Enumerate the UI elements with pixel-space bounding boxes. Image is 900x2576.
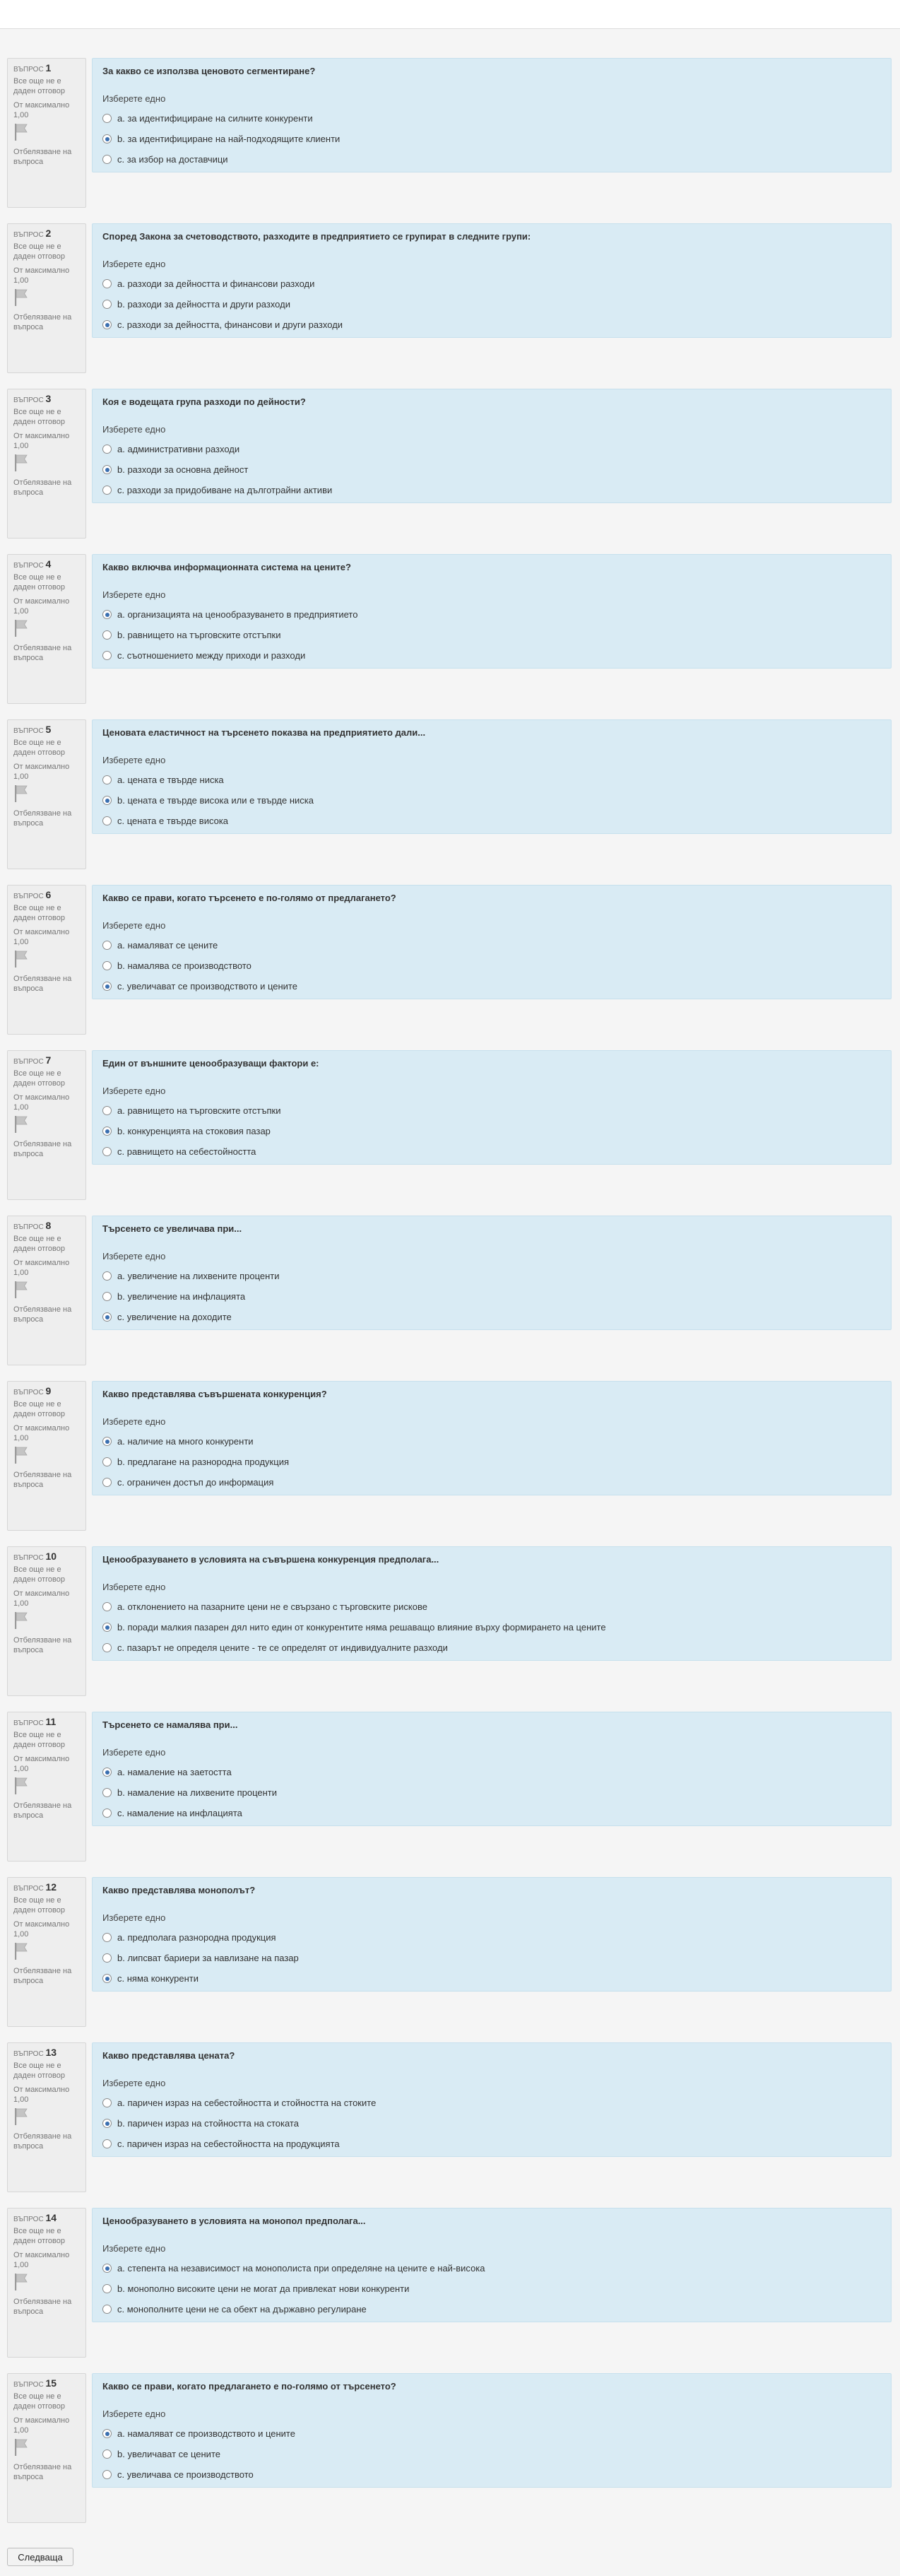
select-one-prompt: Изберете едно (102, 1086, 166, 1096)
question-content (92, 2042, 892, 2157)
question-state: Все още не е даден отговор (13, 1896, 65, 1915)
radio-button[interactable] (102, 1147, 112, 1156)
answer-label: b. увеличават се цените (117, 2449, 220, 2459)
flag-question-link[interactable]: Отбелязване на въпроса (13, 1471, 72, 1489)
answer-option[interactable] (102, 294, 881, 314)
question-state: Все още не е даден отговор (13, 1565, 65, 1584)
question-text: Какво представлява цената? (102, 2050, 235, 2061)
radio-button[interactable] (102, 610, 112, 619)
flag-question-link[interactable]: Отбелязване на въпроса (13, 1801, 72, 1820)
question-info (7, 2373, 86, 2523)
question-block (7, 554, 892, 719)
radio-button[interactable] (102, 279, 112, 288)
radio-button[interactable] (102, 961, 112, 970)
answer-label: c. равнището на себестойността (117, 1146, 256, 1157)
question-block (7, 58, 892, 223)
answer-label: a. увеличение на лихвените проценти (117, 1271, 280, 1281)
question-info (7, 1381, 86, 1531)
answer-label: b. намаление на лихвените проценти (117, 1787, 278, 1798)
radio-button[interactable] (102, 2119, 112, 2128)
flag-question-link[interactable]: Отбелязване на въпроса (13, 1967, 72, 1985)
answer-option[interactable] (102, 2464, 881, 2485)
flag-question-link[interactable]: Отбелязване на въпроса (13, 2298, 72, 2316)
answer-label: c. монополните цени не са обект на държавно регулиране (117, 2304, 367, 2315)
answer-option[interactable] (102, 1266, 881, 1286)
answer-label: c. ограничен достъп до информация (117, 1477, 274, 1488)
answer-option[interactable] (102, 1141, 881, 1162)
select-one-prompt: Изберете едно (102, 1416, 166, 1427)
answer-label: a. степента на независимост на монополиста при определяне на цените е най-висока (117, 2263, 485, 2274)
answer-label: b. разходи за дейността и други разходи (117, 299, 290, 310)
answer-label: a. паричен израз на себестойността и стойността на стоките (117, 2098, 377, 2108)
radio-button[interactable] (102, 1292, 112, 1301)
answer-option[interactable] (102, 1803, 881, 1823)
flag-icon[interactable] (13, 123, 80, 144)
question-info (7, 1050, 86, 1200)
question-grade: От максимално 1,00 (13, 1920, 70, 1939)
radio-button[interactable] (102, 1271, 112, 1281)
answer-label: b. поради малкия пазарен дял нито един от конкурентите няма решаващо влияние върху формирането на цените (117, 1622, 606, 1633)
answer-option[interactable] (102, 1431, 881, 1452)
answer-label: b. намалява се производството (117, 960, 251, 971)
answer-label: a. равнището на търговските отстъпки (117, 1105, 281, 1116)
answer-option[interactable] (102, 108, 881, 129)
flag-icon[interactable] (13, 2438, 80, 2459)
select-one-prompt: Изберете едно (102, 1912, 166, 1923)
select-one-prompt: Изберете едно (102, 93, 166, 104)
radio-button[interactable] (102, 1809, 112, 1818)
question-state: Все още не е даден отговор (13, 739, 65, 757)
flag-icon[interactable] (13, 2273, 80, 2294)
answer-option[interactable] (102, 604, 881, 625)
flag-icon[interactable] (13, 1942, 80, 1963)
select-one-prompt: Изберете едно (102, 755, 166, 765)
radio-button[interactable] (102, 465, 112, 474)
question-block (7, 1546, 892, 1712)
question-text: Какво представлява съвършената конкуренция? (102, 1389, 327, 1399)
question-content (92, 719, 892, 834)
question-text: Търсенето се увеличава при... (102, 1223, 242, 1234)
answer-label: c. увеличение на доходите (117, 1312, 232, 1322)
answer-label: c. разходи за дейността, финансови и други разходи (117, 319, 343, 330)
flag-question-link[interactable]: Отбелязване на въпроса (13, 1636, 72, 1654)
question-info (7, 1216, 86, 1365)
question-block (7, 885, 892, 1050)
question-grade: От максимално 1,00 (13, 2416, 70, 2435)
question-state: Все още не е даден отговор (13, 1069, 65, 1088)
radio-button[interactable] (102, 816, 112, 825)
flag-icon[interactable] (13, 784, 80, 806)
answer-label: a. административни разходи (117, 444, 240, 454)
question-text: Един от външните ценообразуващи фактори е: (102, 1058, 319, 1069)
radio-button[interactable] (102, 2098, 112, 2107)
answer-option[interactable] (102, 2113, 881, 2134)
flag-question-link[interactable]: Отбелязване на въпроса (13, 148, 72, 166)
radio-button[interactable] (102, 1437, 112, 1446)
question-text: Какво включва информационната система на цените? (102, 562, 351, 572)
question-state: Все още не е даден отговор (13, 408, 65, 426)
radio-button[interactable] (102, 320, 112, 329)
question-content (92, 223, 892, 338)
answer-option[interactable] (102, 790, 881, 811)
question-text: Търсенето се намалява при... (102, 1719, 238, 1730)
radio-button[interactable] (102, 1953, 112, 1963)
question-grade: От максимално 1,00 (13, 1755, 70, 1773)
answer-option[interactable] (102, 1782, 881, 1803)
question-block (7, 1381, 892, 1546)
question-info (7, 2208, 86, 2358)
question-info (7, 1712, 86, 1862)
flag-question-link[interactable]: Отбелязване на въпроса (13, 1305, 72, 1324)
question-number: ВЪПРОС 13 (13, 2047, 57, 2058)
flag-question-link[interactable]: Отбелязване на въпроса (13, 644, 72, 662)
flag-icon[interactable] (13, 288, 80, 310)
question-content (92, 1877, 892, 1992)
answer-label: c. съотношението между приходи и разходи (117, 650, 306, 661)
question-content (92, 1712, 892, 1826)
question-number: ВЪПРОС 10 (13, 1551, 57, 1562)
question-state: Все още не е даден отговор (13, 77, 65, 95)
answer-label: b. за идентифициране на най-подходящите клиенти (117, 134, 341, 144)
answer-option[interactable] (102, 1452, 881, 1472)
question-info (7, 1877, 86, 2027)
answer-label: c. пазарът не определя цените - те се определят от индивидуалните разходи (117, 1642, 448, 1653)
select-one-prompt: Изберете едно (102, 1582, 166, 1592)
answer-option[interactable] (102, 1762, 881, 1782)
question-content (92, 2373, 892, 2488)
answer-label: b. конкуренцията на стоковия пазар (117, 1126, 271, 1136)
answer-option[interactable] (102, 2278, 881, 2299)
question-number: ВЪПРОС 3 (13, 393, 52, 404)
answer-label: c. за избор на доставчици (117, 154, 228, 165)
question-number: ВЪПРОС 15 (13, 2377, 57, 2389)
answer-option[interactable] (102, 625, 881, 645)
question-content (92, 1216, 892, 1330)
answer-option[interactable] (102, 1948, 881, 1968)
answer-option[interactable] (102, 1100, 881, 1121)
question-state: Все още не е даден отговор (13, 2227, 65, 2245)
radio-button[interactable] (102, 1788, 112, 1797)
radio-button[interactable] (102, 1933, 112, 1942)
answer-option[interactable] (102, 976, 881, 996)
radio-button[interactable] (102, 651, 112, 660)
answer-option[interactable] (102, 1968, 881, 1989)
answer-label: c. разходи за придобиване на дълготрайни активи (117, 485, 333, 495)
question-block (7, 1712, 892, 1877)
question-info (7, 2042, 86, 2192)
question-grade: От максимално 1,00 (13, 101, 70, 119)
radio-button[interactable] (102, 1974, 112, 1983)
question-state: Все още не е даден отговор (13, 904, 65, 922)
answer-label: a. намаляват се цените (117, 940, 218, 951)
question-text: Какво представлява монополът? (102, 1885, 256, 1895)
answer-label: a. наличие на много конкуренти (117, 1436, 254, 1447)
question-state: Все още не е даден отговор (13, 242, 65, 261)
question-block (7, 1877, 892, 2042)
radio-button[interactable] (102, 1623, 112, 1632)
question-info (7, 554, 86, 704)
select-one-prompt: Изберете едно (102, 2243, 166, 2254)
question-info (7, 719, 86, 869)
radio-button[interactable] (102, 630, 112, 640)
answer-option[interactable] (102, 955, 881, 976)
question-grade: От максимално 1,00 (13, 1589, 70, 1608)
answer-label: a. намаление на заетостта (117, 1767, 232, 1777)
answer-label: a. предполага разнородна продукция (117, 1932, 276, 1943)
question-content (92, 1050, 892, 1165)
answer-label: c. увеличава се производството (117, 2469, 254, 2480)
answer-label: a. намаляват се производството и цените (117, 2428, 295, 2439)
answer-option[interactable] (102, 1637, 881, 1658)
answer-option[interactable] (102, 149, 881, 170)
radio-button[interactable] (102, 2139, 112, 2148)
radio-button[interactable] (102, 1643, 112, 1652)
question-state: Все още не е даден отговор (13, 573, 65, 592)
answer-option[interactable] (102, 1617, 881, 1637)
radio-button[interactable] (102, 1106, 112, 1115)
flag-icon[interactable] (13, 1281, 80, 1302)
question-state: Все още не е даден отговор (13, 1400, 65, 1418)
flag-icon[interactable] (13, 1446, 80, 1467)
question-block (7, 2042, 892, 2208)
next-button[interactable]: Следваща (7, 2548, 73, 2566)
answer-label: c. паричен израз на себестойността на продукцията (117, 2139, 340, 2149)
select-one-prompt: Изберете едно (102, 1747, 166, 1758)
answer-label: c. увеличават се производството и цените (117, 981, 297, 992)
answer-option[interactable] (102, 1307, 881, 1327)
answer-option[interactable] (102, 770, 881, 790)
question-grade: От максимално 1,00 (13, 928, 70, 946)
answer-label: a. организацията на ценообразуването в предприятието (117, 609, 358, 620)
answer-label: c. намаление на инфлацията (117, 1808, 242, 1818)
question-content (92, 554, 892, 669)
radio-button[interactable] (102, 1478, 112, 1487)
question-state: Все още не е даден отговор (13, 2062, 65, 2080)
question-number: ВЪПРОС 5 (13, 724, 52, 735)
select-one-prompt: Изберете едно (102, 259, 166, 269)
flag-icon[interactable] (13, 454, 80, 475)
question-text: Коя е водещата група разходи по дейности? (102, 396, 306, 407)
flag-question-link[interactable]: Отбелязване на въпроса (13, 2463, 72, 2481)
question-text: Какво се прави, когато търсенето е по-голямо от предлагането? (102, 893, 396, 903)
question-content (92, 58, 892, 172)
question-grade: От максимално 1,00 (13, 1093, 70, 1112)
question-number: ВЪПРОС 14 (13, 2212, 57, 2223)
flag-icon[interactable] (13, 1115, 80, 1136)
flag-icon[interactable] (13, 950, 80, 971)
question-content (92, 1546, 892, 1661)
question-grade: От максимално 1,00 (13, 763, 70, 781)
radio-button[interactable] (102, 2429, 112, 2438)
answer-label: b. равнището на търговските отстъпки (117, 630, 281, 640)
flag-icon[interactable] (13, 1611, 80, 1633)
radio-button[interactable] (102, 775, 112, 784)
radio-button[interactable] (102, 1602, 112, 1611)
answer-option[interactable] (102, 1286, 881, 1307)
answer-label: a. за идентифициране на силните конкуренти (117, 113, 313, 124)
question-grade: От максимално 1,00 (13, 597, 70, 616)
question-number: ВЪПРОС 11 (13, 1716, 57, 1727)
question-number: ВЪПРОС 1 (13, 62, 52, 73)
answer-label: b. предлагане на разнородна продукция (117, 1457, 289, 1467)
answer-option[interactable] (102, 935, 881, 955)
flag-question-link[interactable]: Отбелязване на въпроса (13, 478, 72, 497)
answer-option[interactable] (102, 1472, 881, 1493)
answer-option[interactable] (102, 2299, 881, 2319)
question-block (7, 719, 892, 885)
question-content (92, 389, 892, 503)
top-bar (0, 0, 900, 29)
answer-label: b. паричен израз на стойността на стоката (117, 2118, 299, 2129)
radio-button[interactable] (102, 1127, 112, 1136)
question-state: Все още не е даден отговор (13, 2392, 65, 2411)
question-block (7, 1216, 892, 1381)
question-grade: От максимално 1,00 (13, 2086, 70, 2104)
radio-button[interactable] (102, 1457, 112, 1466)
question-content (92, 1381, 892, 1495)
radio-button[interactable] (102, 2305, 112, 2314)
answer-option[interactable] (102, 459, 881, 480)
question-state: Все още не е даден отговор (13, 1731, 65, 1749)
answer-label: c. няма конкуренти (117, 1973, 199, 1984)
question-text: Ценообразуването в условията на съвършена конкуренция предполага... (102, 1554, 439, 1565)
answer-label: a. цената е твърде ниска (117, 775, 224, 785)
question-grade: От максимално 1,00 (13, 1424, 70, 1442)
answer-option[interactable] (102, 645, 881, 666)
answer-option[interactable] (102, 1927, 881, 1948)
flag-question-link[interactable]: Отбелязване на въпроса (13, 2132, 72, 2151)
answer-option[interactable] (102, 2093, 881, 2113)
question-grade: От максимално 1,00 (13, 2251, 70, 2269)
answer-option[interactable] (102, 480, 881, 500)
question-content (92, 885, 892, 999)
question-state: Все още не е даден отговор (13, 1235, 65, 1253)
question-block (7, 223, 892, 389)
radio-button[interactable] (102, 2470, 112, 2479)
question-grade: От максимално 1,00 (13, 266, 70, 285)
radio-button[interactable] (102, 2449, 112, 2459)
radio-button[interactable] (102, 941, 112, 950)
flag-question-link[interactable]: Отбелязване на въпроса (13, 313, 72, 331)
radio-button[interactable] (102, 2284, 112, 2293)
answer-option[interactable] (102, 129, 881, 149)
radio-button[interactable] (102, 445, 112, 454)
answer-label: b. увеличение на инфлацията (117, 1291, 246, 1302)
answer-label: b. липсват бариери за навлизане на пазар (117, 1953, 299, 1963)
select-one-prompt: Изберете едно (102, 2409, 166, 2419)
question-number: ВЪПРОС 6 (13, 889, 52, 900)
radio-button[interactable] (102, 2264, 112, 2273)
select-one-prompt: Изберете едно (102, 1251, 166, 1261)
flag-question-link[interactable]: Отбелязване на въпроса (13, 975, 72, 993)
select-one-prompt: Изберете едно (102, 424, 166, 435)
quiz-form (7, 58, 892, 2539)
question-number: ВЪПРОС 8 (13, 1220, 52, 1231)
question-text: Ценообразуването в условията на монопол предполага... (102, 2216, 366, 2226)
radio-button[interactable] (102, 982, 112, 991)
question-info (7, 885, 86, 1035)
select-one-prompt: Изберете едно (102, 920, 166, 931)
question-text: Ценовата еластичност на търсенето показва на предприятието дали... (102, 727, 426, 738)
radio-button[interactable] (102, 1312, 112, 1322)
answer-option[interactable] (102, 439, 881, 459)
flag-icon[interactable] (13, 1777, 80, 1798)
question-number: ВЪПРОС 7 (13, 1054, 52, 1066)
radio-button[interactable] (102, 486, 112, 495)
answer-option[interactable] (102, 314, 881, 335)
question-info (7, 389, 86, 539)
question-text: Според Закона за счетоводството, разходите в предприятието се групират в следните групи: (102, 231, 531, 242)
question-info (7, 58, 86, 208)
question-text: Какво се прави, когато предлагането е по-голямо от търсенето? (102, 2381, 396, 2392)
answer-option[interactable] (102, 1596, 881, 1617)
radio-button[interactable] (102, 1768, 112, 1777)
question-block (7, 2373, 892, 2539)
select-one-prompt: Изберете едно (102, 2078, 166, 2088)
question-number: ВЪПРОС 9 (13, 1385, 52, 1396)
answer-option[interactable] (102, 2134, 881, 2154)
select-one-prompt: Изберете едно (102, 589, 166, 600)
question-number: ВЪПРОС 12 (13, 1881, 57, 1893)
question-text: За какво се използва ценовото сегментиране? (102, 66, 316, 76)
flag-icon[interactable] (13, 2107, 80, 2129)
answer-option[interactable] (102, 1121, 881, 1141)
answer-label: b. разходи за основна дейност (117, 464, 249, 475)
flag-icon[interactable] (13, 619, 80, 640)
radio-button[interactable] (102, 300, 112, 309)
question-info (7, 1546, 86, 1696)
answer-label: a. отклонението на пазарните цени не е свързано с търговските рискове (117, 1601, 427, 1612)
question-grade: От максимално 1,00 (13, 1259, 70, 1277)
radio-button[interactable] (102, 155, 112, 164)
answer-label: a. разходи за дейността и финансови разходи (117, 278, 315, 289)
answer-option[interactable] (102, 811, 881, 831)
radio-button[interactable] (102, 134, 112, 143)
answer-label: c. цената е твърде висока (117, 816, 229, 826)
flag-question-link[interactable]: Отбелязване на въпроса (13, 1140, 72, 1158)
answer-option[interactable] (102, 274, 881, 294)
radio-button[interactable] (102, 114, 112, 123)
question-grade: От максимално 1,00 (13, 432, 70, 450)
answer-label: b. монополно високите цени не могат да привлекат нови конкуренти (117, 2283, 410, 2294)
question-info (7, 223, 86, 373)
flag-question-link[interactable]: Отбелязване на въпроса (13, 809, 72, 828)
answer-option[interactable] (102, 2258, 881, 2278)
answer-label: b. цената е твърде висока или е твърде ниска (117, 795, 314, 806)
answer-option[interactable] (102, 2444, 881, 2464)
question-block (7, 389, 892, 554)
question-block (7, 2208, 892, 2373)
question-block (7, 1050, 892, 1216)
answer-option[interactable] (102, 2423, 881, 2444)
question-number: ВЪПРОС 4 (13, 558, 52, 570)
question-number: ВЪПРОС 2 (13, 228, 52, 239)
question-content (92, 2208, 892, 2322)
radio-button[interactable] (102, 796, 112, 805)
